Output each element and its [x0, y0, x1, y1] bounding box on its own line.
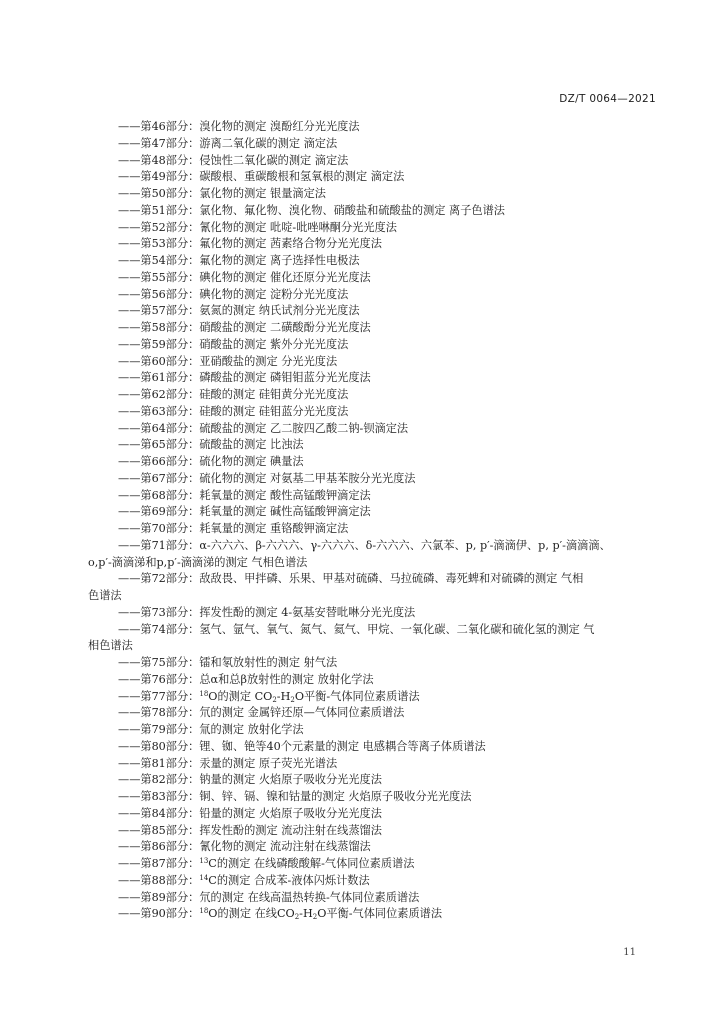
isotope-superscript: 18 — [199, 689, 209, 698]
list-item: ——第70部分：耗氧量的测定 重铬酸钾滴定法 — [118, 522, 349, 535]
list-item: ——第80部分：锂、铷、铯等40个元素量的测定 电感耦合等离子体质谱法 — [118, 739, 486, 753]
list-item: ——第86部分：氰化物的测定 流动注射在线蒸馏法 — [118, 840, 371, 854]
isotope-superscript: 14 — [199, 873, 209, 882]
list-item: ——第83部分：铜、锌、镉、镍和钴量的测定 火焰原子吸收分光光度法 — [118, 790, 472, 803]
list-item: ——第56部分：碘化物的测定 淀粉分光光度法 — [118, 287, 349, 301]
item-prefix: ——第88部分： — [118, 873, 200, 887]
list-item: ——第53部分：氟化物的测定 茜素络合物分光光度法 — [118, 237, 382, 251]
list-item: ——第69部分：耗氧量的测定 碱性高锰酸钾滴定法 — [118, 505, 371, 519]
list-item: ——第54部分：氟化物的测定 离子选择性电极法 — [118, 254, 360, 267]
list-item: ——第62部分：硅酸的测定 硅钼黄分光光度法 — [118, 388, 349, 401]
list-item: ——第74部分：氢气、氩气、氧气、氮气、氦气、甲烷、一氧化碳、二氧化碳和硫化氢的测定 气 — [118, 622, 595, 636]
item-prefix: ——第77部分： — [118, 689, 200, 703]
list-item: ——第82部分：钠量的测定 火焰原子吸收分光光度法 — [118, 773, 382, 787]
list-item: ——第71部分：α-六六六、β-六六六、γ-六六六、δ-六六六、六氯苯、p, p′-滴滴伊、p, p′-滴滴滴、 — [118, 538, 611, 552]
list-item: ——第46部分：溴化物的测定 溴酚红分光光度法 — [118, 120, 360, 133]
item-text: O的测定 CO — [208, 689, 273, 703]
list-item: ——第61部分：磷酸盐的测定 磷钼钼蓝分光光度法 — [118, 371, 371, 385]
list-item: ——第47部分：游离二氧化碳的测定 滴定法 — [118, 136, 338, 150]
list-item: ——第84部分：铅量的测定 火焰原子吸收分光光度法 — [118, 806, 382, 820]
formula-subscript: 2 — [272, 695, 277, 704]
item-text: O平衡-气体同位素质谱法 — [294, 689, 420, 703]
list-item: ——第64部分：硫酸盐的测定 乙二胺四乙酸二钠-钡滴定法 — [118, 421, 409, 435]
formula-subscript: 2 — [312, 913, 318, 922]
list-item: ——第79部分：氚的测定 放射化学法 — [118, 723, 304, 736]
parts-list — [88, 119, 668, 923]
formula-subscript: 2 — [294, 913, 300, 922]
list-item: ——第89部分：氘的测定 在线高温热转换-气体同位素质谱法 — [118, 890, 420, 904]
list-item: ——第65部分：硫酸盐的测定 比浊法 — [118, 438, 304, 452]
list-item: ——第48部分：侵蚀性二氧化碳的测定 滴定法 — [118, 153, 349, 167]
item-text: -H — [276, 689, 291, 703]
list-item — [88, 873, 668, 890]
list-item: ——第52部分：氰化物的测定 吡啶-吡唑啉酮分光光度法 — [118, 220, 397, 234]
list-item-continuation: 相色谱法 — [88, 639, 133, 653]
list-item: ——第73部分：挥发性酚的测定 4-氨基安替吡啉分光光度法 — [118, 605, 416, 619]
isotope-superscript: 13 — [199, 857, 209, 865]
item-text: C的测定 在线磷酸酸解-气体同位素质谱法 — [208, 857, 415, 870]
list-item — [88, 906, 668, 923]
list-item: ——第50部分：氯化物的测定 银量滴定法 — [118, 187, 326, 200]
list-item — [88, 856, 668, 873]
isotope-superscript: 18 — [199, 907, 209, 916]
list-item: ——第75部分：镭和氡放射性的测定 射气法 — [118, 656, 338, 669]
list-item: ——第63部分：硅酸的测定 硅钼蓝分光光度法 — [118, 404, 349, 418]
formula-subscript: 2 — [290, 695, 295, 704]
list-item: ——第59部分：硝酸盐的测定 紫外分光光度法 — [118, 337, 349, 351]
list-item-continuation: o,p′-滴滴涕和p,p′-滴滴涕的测定 气相色谱法 — [88, 555, 308, 569]
list-item: ——第49部分：碳酸根、重碳酸根和氢氧根的测定 滴定法 — [118, 170, 405, 184]
list-item: ——第58部分：硝酸盐的测定 二磺酸酚分光光度法 — [118, 321, 371, 334]
document-code: DZ/T 0064—2021 — [559, 93, 656, 105]
item-text: O平衡-气体同位素质谱法 — [317, 907, 443, 921]
list-item: ——第60部分：亚硝酸盐的测定 分光光度法 — [118, 354, 338, 368]
list-item: ——第51部分：氯化物、氟化物、溴化物、硝酸盐和硫酸盐的测定 离子色谱法 — [118, 203, 505, 217]
list-item: ——第55部分：碘化物的测定 催化还原分光光度法 — [118, 270, 371, 284]
list-item: ——第66部分：硫化物的测定 碘量法 — [118, 455, 304, 468]
item-text: C的测定 合成苯-液体闪烁计数法 — [208, 873, 370, 887]
list-item: ——第78部分：氘的测定 金属锌还原—气体同位素质谱法 — [118, 706, 405, 720]
list-item-continuation: 色谱法 — [88, 589, 122, 602]
item-text: -H — [299, 907, 313, 921]
list-item: ——第81部分：汞量的测定 原子荧光光谱法 — [118, 756, 338, 770]
list-item: ——第72部分：敌敌畏、甲拌磷、乐果、甲基对硫磷、马拉硫磷、毒死蜱和对硫磷的测定 气相 — [118, 572, 584, 586]
list-item: ——第85部分：挥发性酚的测定 流动注射在线蒸馏法 — [118, 823, 382, 837]
page-number: 11 — [623, 947, 636, 958]
item-text: O的测定 在线CO — [208, 907, 295, 921]
item-prefix: ——第90部分： — [118, 907, 200, 921]
list-item: ——第67部分：硫化物的测定 对氨基二甲基苯胺分光光度法 — [118, 471, 416, 485]
list-item: ——第57部分：氨氮的测定 纳氏试剂分光光度法 — [118, 304, 360, 318]
list-item — [88, 689, 668, 706]
list-item: ——第76部分：总α和总β放射性的测定 放射化学法 — [118, 672, 374, 686]
item-prefix: ——第87部分： — [118, 857, 200, 870]
list-item: ——第68部分：耗氧量的测定 酸性高锰酸钾滴定法 — [118, 488, 371, 502]
